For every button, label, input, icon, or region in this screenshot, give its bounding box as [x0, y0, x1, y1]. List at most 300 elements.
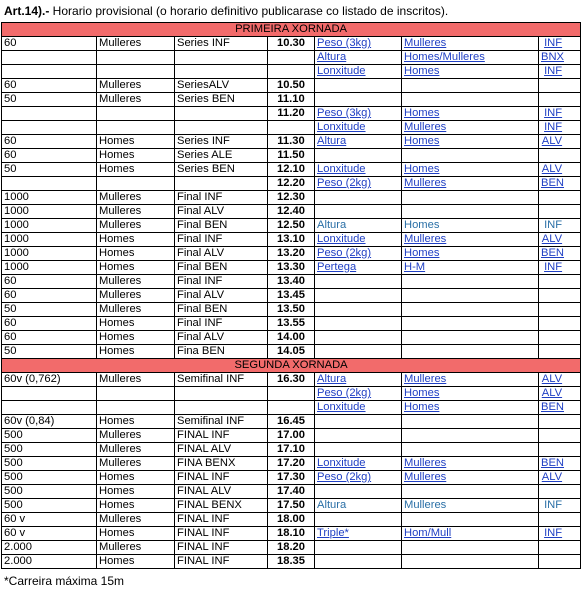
race-cell [175, 107, 268, 121]
field-category-cell [539, 555, 581, 569]
time-cell: 13.55 [268, 317, 315, 331]
field-category-cell[interactable]: ALV [539, 387, 581, 401]
table-row [2, 261, 581, 275]
time-cell: 17.30 [268, 471, 315, 485]
distance-cell: 1000 [2, 233, 97, 247]
field-gender-cell [402, 191, 539, 205]
field-category-cell[interactable]: ALV [539, 135, 581, 149]
race-cell: FINAL ALV [175, 485, 268, 499]
field-event-cell [315, 303, 402, 317]
field-category-cell[interactable]: INF [539, 499, 581, 513]
distance-cell: 500 [2, 457, 97, 471]
distance-cell: 2.000 [2, 541, 97, 555]
time-cell: 13.20 [268, 247, 315, 261]
field-category-cell [539, 443, 581, 457]
time-cell: 18.10 [268, 527, 315, 541]
time-cell: 13.50 [268, 303, 315, 317]
gender-cell: Mulleres [97, 219, 175, 233]
table-row [2, 527, 581, 541]
table-row [2, 443, 581, 457]
gender-cell [97, 65, 175, 79]
table-row [2, 471, 581, 485]
field-gender-cell [402, 429, 539, 443]
table-row [2, 555, 581, 569]
field-gender-cell [402, 79, 539, 93]
table-row [2, 233, 581, 247]
race-cell [175, 51, 268, 65]
field-category-cell [539, 513, 581, 527]
field-event-cell[interactable]: Peso (2kg) [315, 247, 402, 261]
race-cell: Final BEN [175, 261, 268, 275]
field-category-cell [539, 331, 581, 345]
field-gender-cell [402, 275, 539, 289]
field-category-cell [539, 345, 581, 359]
race-cell: Series ALE [175, 149, 268, 163]
field-event-cell [315, 443, 402, 457]
field-event-cell [315, 191, 402, 205]
gender-cell: Homes [97, 163, 175, 177]
table-row [2, 373, 581, 387]
field-gender-cell [402, 415, 539, 429]
gender-cell: Homes [97, 317, 175, 331]
gender-cell [97, 401, 175, 415]
article-text: Horario provisional (o horario definitivo publicarase co listado de inscritos). [49, 4, 449, 18]
field-category-cell [539, 191, 581, 205]
gender-cell: Homes [97, 261, 175, 275]
race-cell: Series BEN [175, 163, 268, 177]
distance-cell: 50 [2, 163, 97, 177]
field-event-cell[interactable]: Peso (2kg) [315, 387, 402, 401]
distance-cell: 60 [2, 317, 97, 331]
field-gender-cell[interactable]: Homes [402, 387, 539, 401]
field-category-cell[interactable]: INF [539, 65, 581, 79]
time-cell: 10.50 [268, 79, 315, 93]
schedule-table [1, 22, 581, 569]
race-cell: Final INF [175, 317, 268, 331]
table-row [2, 37, 581, 51]
race-cell: FINAL INF [175, 541, 268, 555]
table-row [2, 79, 581, 93]
table-row [2, 191, 581, 205]
gender-cell: Homes [97, 247, 175, 261]
field-gender-cell[interactable]: Mulleres [402, 37, 539, 51]
table-row [2, 205, 581, 219]
time-cell: 17.40 [268, 485, 315, 499]
gender-cell: Mulleres [97, 37, 175, 51]
distance-cell: 1000 [2, 247, 97, 261]
time-cell: 16.45 [268, 415, 315, 429]
field-gender-cell[interactable]: Mulleres [402, 373, 539, 387]
field-event-cell[interactable]: Altura [315, 373, 402, 387]
race-cell: FINAL INF [175, 527, 268, 541]
gender-cell: Mulleres [97, 205, 175, 219]
field-event-cell [315, 415, 402, 429]
field-gender-cell [402, 205, 539, 219]
field-category-cell[interactable]: ALV [539, 471, 581, 485]
table-row [2, 457, 581, 471]
race-cell: Series INF [175, 135, 268, 149]
table-row [2, 485, 581, 499]
field-event-cell[interactable]: Lonxitude [315, 401, 402, 415]
race-cell: FINAL ALV [175, 443, 268, 457]
field-category-cell [539, 289, 581, 303]
field-gender-cell[interactable]: Homes [402, 65, 539, 79]
field-category-cell [539, 303, 581, 317]
time-cell [268, 51, 315, 65]
field-category-cell[interactable]: BEN [539, 247, 581, 261]
race-cell: Final ALV [175, 331, 268, 345]
distance-cell [2, 51, 97, 65]
field-event-cell [315, 331, 402, 345]
distance-cell: 1000 [2, 205, 97, 219]
table-row [2, 93, 581, 107]
race-cell [175, 121, 268, 135]
gender-cell: Homes [97, 499, 175, 513]
time-cell: 11.50 [268, 149, 315, 163]
table-row [2, 163, 581, 177]
field-event-cell[interactable]: Altura [315, 219, 402, 233]
gender-cell: Homes [97, 471, 175, 485]
table-row [2, 429, 581, 443]
distance-cell: 60 [2, 331, 97, 345]
time-cell [268, 401, 315, 415]
table-row [2, 65, 581, 79]
field-event-cell [315, 289, 402, 303]
field-category-cell [539, 149, 581, 163]
distance-cell [2, 387, 97, 401]
gender-cell: Mulleres [97, 275, 175, 289]
gender-cell: Homes [97, 527, 175, 541]
field-gender-cell[interactable]: Homes/Mulleres [402, 51, 539, 65]
field-event-cell[interactable]: Lonxitude [315, 233, 402, 247]
time-cell [268, 65, 315, 79]
race-cell: Final BEN [175, 219, 268, 233]
field-event-cell[interactable]: Altura [315, 51, 402, 65]
table-row [2, 275, 581, 289]
field-gender-cell [402, 555, 539, 569]
field-category-cell[interactable]: INF [539, 107, 581, 121]
field-event-cell[interactable]: Pertega [315, 261, 402, 275]
field-gender-cell [402, 149, 539, 163]
distance-cell: 500 [2, 471, 97, 485]
distance-cell: 60 [2, 37, 97, 51]
field-category-cell [539, 541, 581, 555]
gender-cell: Mulleres [97, 541, 175, 555]
field-gender-cell[interactable]: Homes [402, 135, 539, 149]
field-gender-cell[interactable]: Homes [402, 107, 539, 121]
time-cell: 11.20 [268, 107, 315, 121]
field-event-cell [315, 149, 402, 163]
table-row [2, 541, 581, 555]
field-event-cell[interactable]: Peso (3kg) [315, 107, 402, 121]
gender-cell [97, 177, 175, 191]
table-row [2, 415, 581, 429]
field-category-cell[interactable]: ALV [539, 163, 581, 177]
distance-cell: 60 [2, 79, 97, 93]
field-event-cell [315, 275, 402, 289]
gender-cell [97, 107, 175, 121]
footnote: *Carreira máxima 15m [4, 574, 125, 588]
table-row [2, 219, 581, 233]
gender-cell: Mulleres [97, 429, 175, 443]
distance-cell: 60 [2, 135, 97, 149]
field-event-cell[interactable]: Lonxitude [315, 65, 402, 79]
field-category-cell [539, 79, 581, 93]
field-gender-cell[interactable]: Mulleres [402, 121, 539, 135]
distance-cell [2, 177, 97, 191]
field-gender-cell [402, 443, 539, 457]
time-cell [268, 387, 315, 401]
time-cell: 12.30 [268, 191, 315, 205]
gender-cell: Homes [97, 415, 175, 429]
gender-cell: Homes [97, 233, 175, 247]
field-event-cell [315, 429, 402, 443]
race-cell [175, 65, 268, 79]
field-event-cell[interactable]: Lonxitude [315, 163, 402, 177]
gender-cell: Homes [97, 485, 175, 499]
race-cell: FINAL INF [175, 429, 268, 443]
field-category-cell[interactable]: BEN [539, 177, 581, 191]
time-cell: 11.30 [268, 135, 315, 149]
distance-cell: 60v (0,762) [2, 373, 97, 387]
gender-cell [97, 387, 175, 401]
distance-cell [2, 401, 97, 415]
time-cell: 12.20 [268, 177, 315, 191]
field-category-cell[interactable]: ALV [539, 373, 581, 387]
time-cell [268, 121, 315, 135]
field-event-cell[interactable]: Lonxitude [315, 121, 402, 135]
schedule-body [2, 23, 581, 569]
time-cell: 11.10 [268, 93, 315, 107]
gender-cell: Homes [97, 555, 175, 569]
field-gender-cell [402, 513, 539, 527]
section-header [2, 359, 581, 373]
time-cell: 13.30 [268, 261, 315, 275]
field-event-cell [315, 485, 402, 499]
distance-cell: 60 [2, 275, 97, 289]
time-cell: 16.30 [268, 373, 315, 387]
gender-cell: Mulleres [97, 457, 175, 471]
field-gender-cell [402, 541, 539, 555]
time-cell: 12.50 [268, 219, 315, 233]
field-event-cell [315, 541, 402, 555]
race-cell [175, 401, 268, 415]
field-category-cell[interactable]: INF [539, 527, 581, 541]
distance-cell: 60 v [2, 513, 97, 527]
field-gender-cell[interactable]: Homes [402, 247, 539, 261]
field-gender-cell[interactable]: Mulleres [402, 499, 539, 513]
gender-cell: Mulleres [97, 513, 175, 527]
time-cell: 14.05 [268, 345, 315, 359]
distance-cell: 1000 [2, 219, 97, 233]
race-cell [175, 387, 268, 401]
distance-cell [2, 65, 97, 79]
race-cell: Final ALV [175, 289, 268, 303]
gender-cell: Mulleres [97, 373, 175, 387]
time-cell: 18.00 [268, 513, 315, 527]
field-category-cell [539, 429, 581, 443]
table-row [2, 51, 581, 65]
gender-cell: Mulleres [97, 79, 175, 93]
article-number: Art.14).- [4, 4, 50, 18]
race-cell: Final INF [175, 233, 268, 247]
gender-cell: Mulleres [97, 303, 175, 317]
field-gender-cell [402, 331, 539, 345]
field-category-cell[interactable]: BNX [539, 51, 581, 65]
race-cell: FINAL INF [175, 513, 268, 527]
time-cell: 12.40 [268, 205, 315, 219]
distance-cell: 60 [2, 149, 97, 163]
race-cell: Series BEN [175, 93, 268, 107]
field-gender-cell [402, 289, 539, 303]
distance-cell: 60 [2, 289, 97, 303]
race-cell: FINA BENX [175, 457, 268, 471]
race-cell: Series INF [175, 37, 268, 51]
race-cell: FINAL BENX [175, 499, 268, 513]
time-cell: 18.20 [268, 541, 315, 555]
table-row [2, 177, 581, 191]
gender-cell: Mulleres [97, 443, 175, 457]
race-cell [175, 177, 268, 191]
time-cell: 13.10 [268, 233, 315, 247]
race-cell: Final ALV [175, 247, 268, 261]
table-row [2, 289, 581, 303]
time-cell: 17.50 [268, 499, 315, 513]
distance-cell: 500 [2, 429, 97, 443]
race-cell: Final INF [175, 191, 268, 205]
distance-cell [2, 121, 97, 135]
gender-cell [97, 51, 175, 65]
field-gender-cell[interactable]: Mulleres [402, 457, 539, 471]
distance-cell: 60v (0,84) [2, 415, 97, 429]
field-event-cell [315, 93, 402, 107]
field-category-cell[interactable]: ALV [539, 233, 581, 247]
section-title: SEGUNDA XORNADA [2, 359, 581, 373]
race-cell: Fina BEN [175, 345, 268, 359]
time-cell: 13.45 [268, 289, 315, 303]
field-event-cell [315, 555, 402, 569]
race-cell: Final ALV [175, 205, 268, 219]
table-row [2, 499, 581, 513]
field-gender-cell[interactable]: Mulleres [402, 177, 539, 191]
distance-cell: 2.000 [2, 555, 97, 569]
section-header [2, 23, 581, 37]
field-gender-cell[interactable]: Homes [402, 219, 539, 233]
field-event-cell[interactable]: Lonxitude [315, 457, 402, 471]
field-gender-cell[interactable]: Mulleres [402, 471, 539, 485]
gender-cell: Homes [97, 135, 175, 149]
table-row [2, 121, 581, 135]
time-cell: 10.30 [268, 37, 315, 51]
field-event-cell [315, 345, 402, 359]
field-category-cell[interactable]: INF [539, 121, 581, 135]
race-cell: FINAL INF [175, 555, 268, 569]
field-category-cell [539, 205, 581, 219]
table-row [2, 401, 581, 415]
time-cell: 17.00 [268, 429, 315, 443]
table-row [2, 247, 581, 261]
field-event-cell [315, 205, 402, 219]
time-cell: 14.00 [268, 331, 315, 345]
field-category-cell [539, 317, 581, 331]
race-cell: Final INF [175, 275, 268, 289]
table-row [2, 345, 581, 359]
field-category-cell[interactable]: BEN [539, 457, 581, 471]
time-cell: 18.35 [268, 555, 315, 569]
field-gender-cell [402, 345, 539, 359]
article-heading [4, 4, 448, 18]
field-category-cell [539, 93, 581, 107]
field-event-cell[interactable]: Peso (2kg) [315, 471, 402, 485]
distance-cell: 500 [2, 443, 97, 457]
time-cell: 17.20 [268, 457, 315, 471]
table-row [2, 513, 581, 527]
field-category-cell[interactable]: INF [539, 219, 581, 233]
field-category-cell[interactable]: BEN [539, 401, 581, 415]
race-cell: Final BEN [175, 303, 268, 317]
distance-cell [2, 107, 97, 121]
field-gender-cell [402, 485, 539, 499]
time-cell: 17.10 [268, 443, 315, 457]
field-event-cell[interactable]: Altura [315, 135, 402, 149]
table-row [2, 135, 581, 149]
field-event-cell[interactable]: Triple* [315, 527, 402, 541]
field-event-cell[interactable]: Altura [315, 499, 402, 513]
field-event-cell[interactable]: Peso (3kg) [315, 37, 402, 51]
time-cell: 12.10 [268, 163, 315, 177]
field-gender-cell [402, 93, 539, 107]
field-event-cell [315, 79, 402, 93]
table-row [2, 107, 581, 121]
distance-cell: 50 [2, 345, 97, 359]
distance-cell: 50 [2, 303, 97, 317]
distance-cell: 60 v [2, 527, 97, 541]
table-row [2, 149, 581, 163]
table-row [2, 303, 581, 317]
field-gender-cell[interactable]: H-M [402, 261, 539, 275]
gender-cell: Mulleres [97, 93, 175, 107]
field-event-cell[interactable]: Peso (2kg) [315, 177, 402, 191]
field-category-cell [539, 275, 581, 289]
field-category-cell [539, 485, 581, 499]
distance-cell: 50 [2, 93, 97, 107]
time-cell: 13.40 [268, 275, 315, 289]
race-cell: SeriesALV [175, 79, 268, 93]
field-gender-cell[interactable]: Homes [402, 401, 539, 415]
field-event-cell [315, 317, 402, 331]
field-gender-cell [402, 317, 539, 331]
table-row [2, 387, 581, 401]
field-event-cell [315, 513, 402, 527]
table-row [2, 317, 581, 331]
field-gender-cell [402, 303, 539, 317]
field-gender-cell[interactable]: Homes [402, 163, 539, 177]
race-cell: Semifinal INF [175, 373, 268, 387]
field-category-cell [539, 415, 581, 429]
field-category-cell[interactable]: INF [539, 261, 581, 275]
field-gender-cell[interactable]: Hom/Mull [402, 527, 539, 541]
field-gender-cell[interactable]: Mulleres [402, 233, 539, 247]
distance-cell: 1000 [2, 261, 97, 275]
distance-cell: 1000 [2, 191, 97, 205]
race-cell: Semifinal INF [175, 415, 268, 429]
distance-cell: 500 [2, 485, 97, 499]
field-category-cell[interactable]: INF [539, 37, 581, 51]
gender-cell: Homes [97, 345, 175, 359]
distance-cell: 500 [2, 499, 97, 513]
table-row [2, 331, 581, 345]
race-cell: FINAL INF [175, 471, 268, 485]
